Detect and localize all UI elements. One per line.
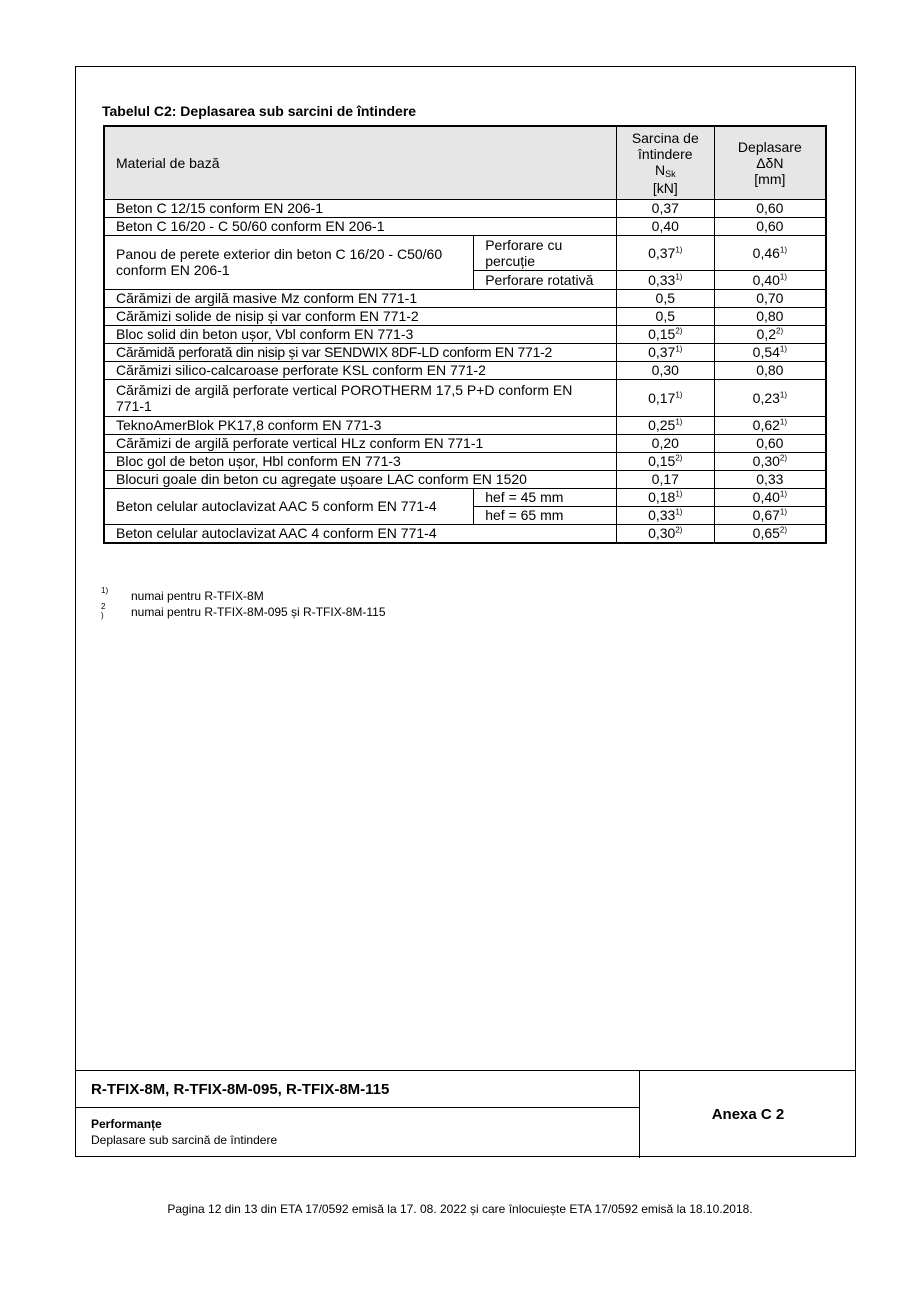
row-material: Beton C 16/20 - C 50/60 conform EN 206-1 xyxy=(104,217,616,235)
footnote-text: numai pentru R-TFIX-8M-095 și R-TFIX-8M-115 xyxy=(131,605,386,619)
table-row xyxy=(104,434,826,452)
table-row xyxy=(104,470,826,488)
row-load: 0,40 xyxy=(616,217,714,235)
footnote-mark: 1) xyxy=(101,586,109,595)
row-material: Bloc solid din beton ușor, Vbl conform EN 771-3 xyxy=(104,325,616,343)
table-title: Tabelul C2: Deplasarea sub sarcini de întindere xyxy=(102,103,417,119)
row-material: Beton C 12/15 conform EN 206-1 xyxy=(104,199,616,217)
row-material: Bloc gol de beton ușor, Hbl conform EN 771-3 xyxy=(104,452,616,470)
row-displacement: 0,70 xyxy=(714,289,826,307)
row-material: Cărămizi de argilă perforate vertical HLz conform EN 771-1 xyxy=(104,434,616,452)
row-load: 0,15$^{2)}$ xyxy=(616,325,714,343)
row-load: 0,17$^{1)}$ xyxy=(616,379,714,416)
row-displacement: 0,30$^{2)}$ xyxy=(714,452,826,470)
table-row xyxy=(104,235,826,270)
header-disp-symbol: ΔδN xyxy=(756,154,784,171)
row-submaterial: hef = 65 mm xyxy=(474,506,617,524)
table-header-row xyxy=(104,126,826,199)
divider xyxy=(75,1107,640,1108)
row-displacement: 0,65$^{2)}$ xyxy=(714,524,826,543)
row-displacement: 0,80 xyxy=(714,307,826,325)
header-load-line1: Sarcina de xyxy=(631,129,699,146)
row-displacement: 0,60 xyxy=(714,199,826,217)
row-displacement: 0,46$^{1)}$ xyxy=(714,235,826,270)
section-subtitle: Deplasare sub sarcină de întindere xyxy=(91,1133,278,1147)
header-displacement xyxy=(714,126,826,199)
row-material: Cărămizi de argilă masive Mz conform EN 771-1 xyxy=(104,289,616,307)
header-load xyxy=(616,126,714,199)
row-displacement: 0,60 xyxy=(714,217,826,235)
table-row xyxy=(104,379,826,416)
header-load-line2: întindere xyxy=(638,145,693,162)
row-displacement: 0,2$^{2)}$ xyxy=(714,325,826,343)
row-load: 0,37 xyxy=(616,199,714,217)
row-load: 0,37$^{1)}$ xyxy=(616,343,714,361)
row-load: 0,5 xyxy=(616,307,714,325)
row-load: 0,20 xyxy=(616,434,714,452)
table-row xyxy=(104,452,826,470)
footnote-text: numai pentru R-TFIX-8M xyxy=(131,589,264,603)
row-submaterial: hef = 45 mm xyxy=(474,488,617,506)
row-material: Cărămizi solide de nisip și var conform EN 771-2 xyxy=(104,307,616,325)
page-footer: Pagina 12 din 13 din ETA 17/0592 emisă la 17. 08. 2022 și care înlocuiește ETA 17/0592 emisă la 18.10.2018. xyxy=(167,1202,753,1216)
row-material: Blocuri goale din beton cu agregate ușoare LAC conform EN 1520 xyxy=(104,470,616,488)
displacement-table xyxy=(103,125,827,544)
product-name: R-TFIX-8M, R-TFIX-8M-095, R-TFIX-8M-115 xyxy=(91,1081,390,1098)
row-displacement: 0,54$^{1)}$ xyxy=(714,343,826,361)
row-material: Cărămizi de argilă perforate vertical POROTHERM 17,5 P+D conform EN 771-1 xyxy=(104,379,616,416)
header-disp-unit: [mm] xyxy=(754,170,786,187)
footer-box xyxy=(75,1070,856,1158)
table-row xyxy=(104,343,826,361)
row-displacement: 0,40$^{1)}$ xyxy=(714,488,826,506)
table-row xyxy=(104,289,826,307)
row-material: Beton celular autoclavizat AAC 4 conform EN 771-4 xyxy=(104,524,616,543)
annex-label: Anexa C 2 xyxy=(711,1105,785,1123)
table-row xyxy=(104,524,826,543)
table-row xyxy=(104,488,826,506)
table-row xyxy=(104,325,826,343)
row-material: Cărămizi silico-calcaroase perforate KSL conform EN 771-2 xyxy=(104,361,616,379)
row-load: 0,37$^{1)}$ xyxy=(616,235,714,270)
table-row xyxy=(104,361,826,379)
row-load: 0,17 xyxy=(616,470,714,488)
row-material: TeknoAmerBlok PK17,8 conform EN 771-3 xyxy=(104,416,616,434)
header-material: Material de bază xyxy=(104,126,616,199)
row-load: 0,33$^{1)}$ xyxy=(616,270,714,289)
table-row xyxy=(104,416,826,434)
row-load: 0,5 xyxy=(616,289,714,307)
row-material: Cărămidă perforată din nisip și var SENDWIX 8DF-LD conform EN 771-2 xyxy=(104,343,616,361)
table-row xyxy=(104,307,826,325)
header-load-symbol: $N_{Sk}$ xyxy=(654,161,676,179)
row-displacement: 0,62$^{1)}$ xyxy=(714,416,826,434)
section-title: Performanțe xyxy=(91,1117,162,1131)
row-load: 0,18$^{1)}$ xyxy=(616,488,714,506)
table-row xyxy=(104,199,826,217)
row-displacement: 0,23$^{1)}$ xyxy=(714,379,826,416)
row-displacement: 0,33 xyxy=(714,470,826,488)
row-displacement: 0,80 xyxy=(714,361,826,379)
row-displacement: 0,67$^{1)}$ xyxy=(714,506,826,524)
row-load: 0,15$^{2)}$ xyxy=(616,452,714,470)
row-load: 0,33$^{1)}$ xyxy=(616,506,714,524)
row-material: Panou de perete exterior din beton C 16/20 - C50/60 conform EN 206-1 xyxy=(104,235,474,289)
header-load-unit: [kN] xyxy=(652,179,678,196)
table-row xyxy=(104,217,826,235)
footnote-mark: 2 ) xyxy=(101,602,106,620)
header-disp-line1: Deplasare xyxy=(737,138,802,155)
row-displacement: 0,60 xyxy=(714,434,826,452)
row-submaterial: Perforare rotativă xyxy=(474,270,617,289)
row-submaterial: Perforare cu percuție xyxy=(474,235,617,270)
row-load: 0,25$^{1)}$ xyxy=(616,416,714,434)
row-material: Beton celular autoclavizat AAC 5 conform EN 771-4 xyxy=(104,488,474,524)
row-displacement: 0,40$^{1)}$ xyxy=(714,270,826,289)
row-load: 0,30 xyxy=(616,361,714,379)
row-load: 0,30$^{2)}$ xyxy=(616,524,714,543)
